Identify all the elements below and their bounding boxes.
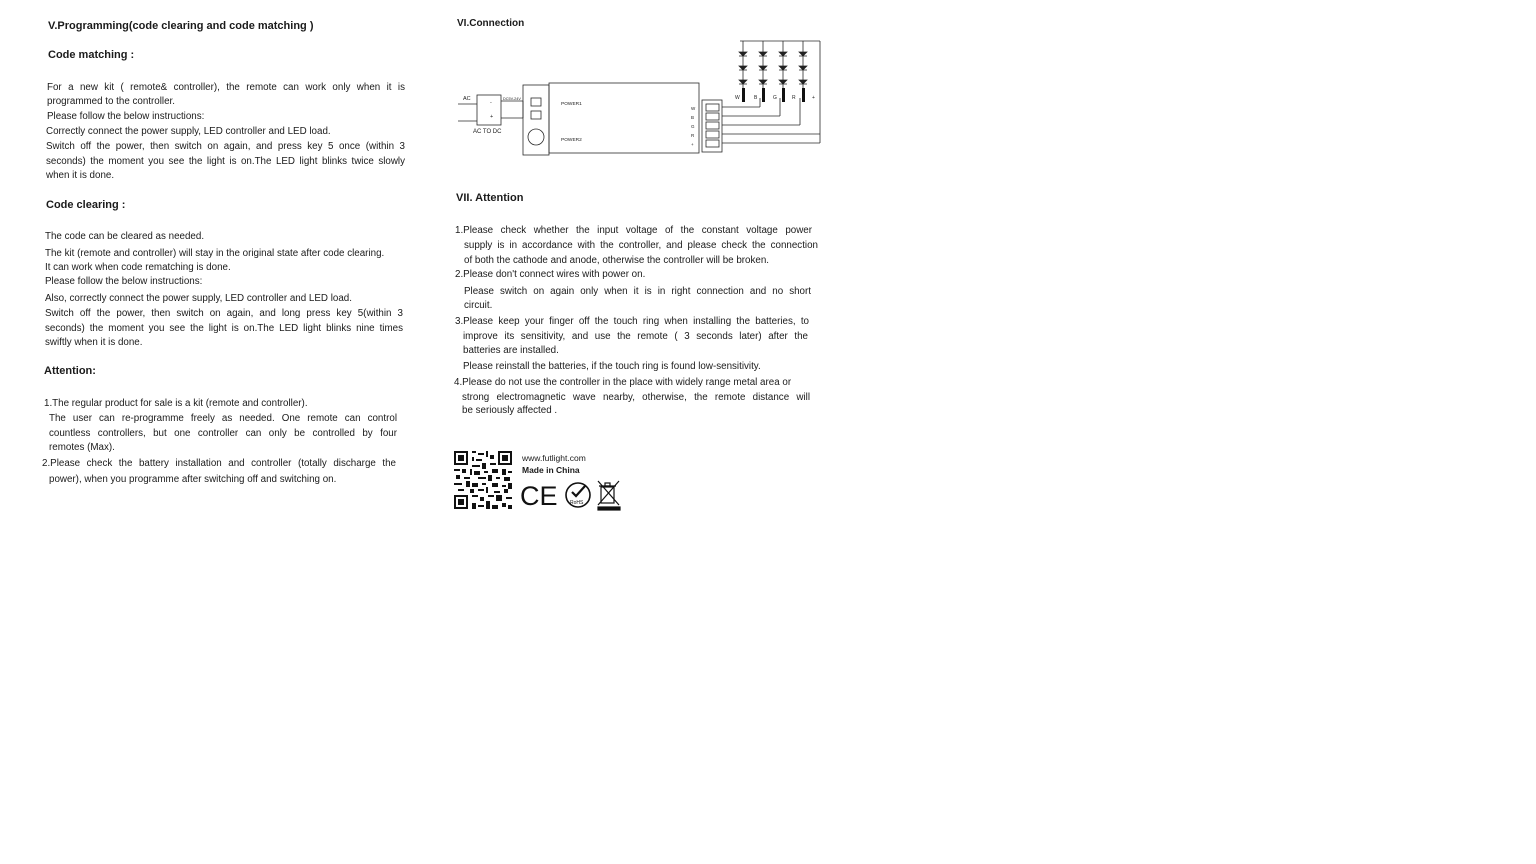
connection-title: VI.Connection — [457, 18, 525, 29]
text-line: countless controllers, but one controller can only be controlled by four — [49, 428, 397, 439]
dc-label: DC5V-24V — [503, 97, 521, 101]
strip-label-r: R — [792, 95, 796, 101]
text-line: be seriously affected . — [462, 405, 558, 416]
text-line: batteries are installed. — [463, 345, 559, 356]
ce-mark-icon: CE — [520, 481, 558, 511]
text-line: It can work when code rematching is done. — [45, 262, 231, 273]
qr-code-icon — [454, 451, 512, 509]
out-label-g: G — [691, 124, 695, 129]
text-line: The kit (remote and controller) will stay in the original state after code clearing. — [45, 248, 385, 259]
made-in-china: Made in China — [522, 465, 580, 475]
section-title-programming: V.Programming(code clearing and code matching ) — [48, 20, 314, 32]
text-line: Please follow the below instructions: — [45, 276, 203, 287]
text-line: power), when you programme after switching off and switching on. — [49, 474, 337, 485]
text-line: 3.Please keep your finger off the touch ring when installing the batteries, to — [455, 316, 809, 327]
text-line: when it is done. — [46, 170, 115, 181]
certification-marks — [520, 479, 624, 511]
minus-label: - — [490, 100, 492, 106]
text-line: improve its sensitivity, and use the remote ( 3 seconds later) after the — [463, 331, 808, 342]
ac-to-dc-label: AC TO DC — [473, 129, 502, 135]
text-line: Please reinstall the batteries, if the touch ring is found low-sensitivity. — [463, 361, 761, 372]
strip-label-g: G — [773, 95, 777, 101]
text-line: seconds) the moment you see the light is on.The LED light blinks twice slowly — [46, 156, 405, 167]
text-line: circuit. — [464, 300, 493, 311]
rohs-icon — [566, 483, 590, 507]
led-icon — [739, 52, 807, 84]
out-label-w: W — [691, 106, 696, 111]
text-line: 1.Please check whether the input voltage of the constant voltage power — [455, 225, 812, 236]
power1-label: POWER1 — [561, 102, 582, 107]
code-clearing-heading: Code clearing : — [46, 199, 126, 211]
text-line: Also, correctly connect the power supply, LED controller and LED load. — [45, 293, 352, 304]
text-line: of both the cathode and anode, otherwise the controller will be broken. — [464, 255, 769, 266]
connection-diagram — [455, 38, 825, 163]
text-line: For a new kit ( remote& controller), the remote can work only when it is — [47, 82, 405, 93]
out-label-r: R — [691, 133, 695, 138]
text-line: 2.Please check the battery installation and controller (totally discharge the — [42, 458, 396, 469]
text-line: supply is in accordance with the controller, and please check the connection — [464, 240, 818, 251]
out-label-b: B — [691, 115, 695, 120]
text-line: Please follow the below instructions: — [47, 111, 205, 122]
text-line: 2.Please don't connect wires with power on. — [455, 269, 646, 280]
ac-label: AC — [463, 96, 471, 102]
text-line: Correctly connect the power supply, LED controller and LED load. — [46, 126, 331, 137]
text-line: remotes (Max). — [49, 442, 115, 453]
code-matching-heading: Code matching : — [48, 49, 135, 61]
text-line: programmed to the controller. — [47, 96, 175, 107]
text-line: seconds) the moment you see the light is on.The LED light blinks nine times — [45, 323, 403, 334]
attention-heading: Attention: — [44, 365, 96, 377]
text-line: Please switch on again only when it is in right connection and no short — [464, 286, 811, 297]
text-line: 1.The regular product for sale is a kit (remote and controller). — [44, 398, 308, 409]
out-label-plus: + — [691, 142, 694, 147]
rohs-label: RoHS — [570, 500, 584, 506]
weee-bin-icon — [598, 481, 620, 510]
text-line: Switch off the power, then switch on again, and long press key 5(within 3 — [45, 308, 403, 319]
power2-label: POWER2 — [561, 138, 582, 143]
attention-title: VII. Attention — [456, 192, 524, 204]
plus-label: + — [490, 114, 494, 120]
strip-label-plus: + — [812, 95, 815, 101]
strip-label-w: W — [735, 95, 740, 101]
text-line: 4.Please do not use the controller in the place with widely range metal area or — [454, 377, 792, 388]
text-line: The user can re-programme freely as needed. One remote can control — [49, 413, 397, 424]
website-url: www.futlight.com — [522, 453, 586, 463]
text-line: Switch off the power, then switch on again, and press key 5 once (within 3 — [46, 141, 405, 152]
strip-label-b: B — [754, 95, 758, 101]
text-line: The code can be cleared as needed. — [45, 231, 205, 242]
text-line: strong electromagnetic wave nearby, otherwise, the remote distance will — [462, 392, 810, 403]
text-line: swiftly when it is done. — [45, 337, 143, 348]
